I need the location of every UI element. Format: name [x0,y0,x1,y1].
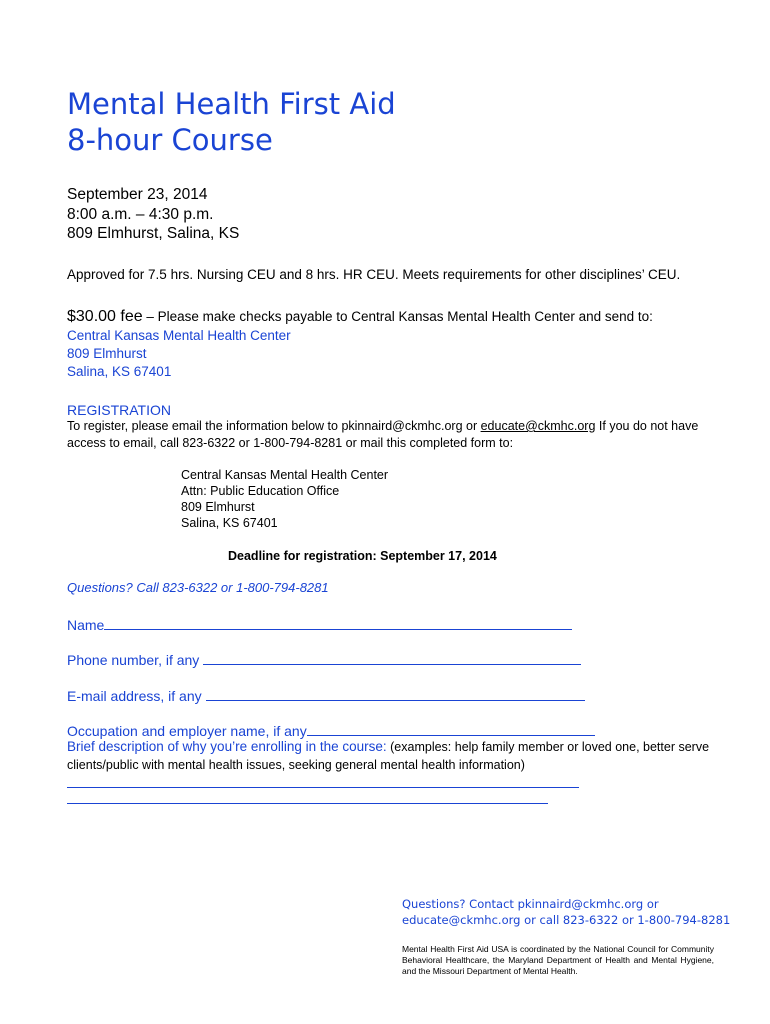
mail-address [181,467,388,531]
event-details [67,185,239,244]
phone-field[interactable] [67,650,581,669]
event-location: 809 Elmhurst, Salina, KS [67,225,240,242]
contact-info [402,896,730,928]
title-line-1: Mental Health First Aid [67,87,396,121]
questions-line: Questions? Call 823-6322 or 1-800-794-8281 [67,580,329,595]
reason-answer-line-2[interactable] [67,803,548,804]
mail-address-line-3: 809 Elmhurst [181,500,255,514]
payment-address-line-1: Central Kansas Mental Health Center [67,328,291,343]
payment-address-line-2: 809 Elmhurst [67,346,147,361]
fee-amount: $30.00 fee [67,308,143,325]
email-label: E-mail address, if any [67,688,206,704]
mail-address-line-4: Salina, KS 67401 [181,516,278,530]
event-time: 8:00 a.m. – 4:30 p.m. [67,205,214,223]
name-field[interactable] [67,615,572,634]
fee-dash: – [142,309,158,324]
fee-text: Please make checks payable to Central Kansas Mental Health Center and send to: [157,309,653,324]
name-blank[interactable] [104,615,572,630]
payment-address [67,327,291,381]
registration-text-after: If you do not have access to email, call 823-6322 or 1-800-794-8281 or mail this completed form to: [67,419,699,450]
name-label: Name [67,617,105,633]
email-blank[interactable] [206,686,585,701]
enrollment-reason-field [67,738,717,774]
page-title [67,86,396,158]
contact-line-1: Questions? Contact pkinnaird@ckmhc.org or [402,897,659,911]
registration-deadline: Deadline for registration: September 17, 2014 [228,549,497,563]
reason-answer-line-1[interactable] [67,787,579,788]
educate-email-link[interactable]: educate@ckmhc.org [480,419,596,433]
occupation-label: Occupation and employer name, if any [67,723,307,739]
contact-line-2: educate@ckmhc.org or call 823-6322 or 1-800-794-8281 [402,913,731,927]
phone-blank[interactable] [203,650,581,665]
registration-heading: REGISTRATION [67,402,171,418]
email-field[interactable] [67,686,585,705]
brief-description-label: Brief description of why you’re enrolling in the course: [67,739,387,754]
mail-address-line-1: Central Kansas Mental Health Center [181,468,389,482]
coordination-footnote: Mental Health First Aid USA is coordinated by the National Council for Community Behavioral Healthcare, the Maryland Department of Health and Mental Hygiene, and the Missouri Department of Mental Health. [402,944,714,976]
event-date: September 23, 2014 [67,186,208,203]
mail-address-line-2: Attn: Public Education Office [181,484,340,498]
brief-description-note: (examples: help family member or loved one, better serve clients/public with mental health issues, seeking general mental health information) [67,740,710,772]
ceu-approval: Approved for 7.5 hrs. Nursing CEU and 8 hrs. HR CEU. Meets requirements for other disciplines’ CEU. [67,267,681,282]
fee-line [67,308,653,326]
phone-label: Phone number, if any [67,652,204,668]
occupation-blank[interactable] [307,721,595,736]
payment-address-line-3: Salina, KS 67401 [67,364,172,379]
registration-text-before: To register, please email the information below to pkinnaird@ckmhc.org or [67,419,481,433]
title-line-2: 8-hour Course [67,123,273,157]
registration-instructions [67,418,717,452]
